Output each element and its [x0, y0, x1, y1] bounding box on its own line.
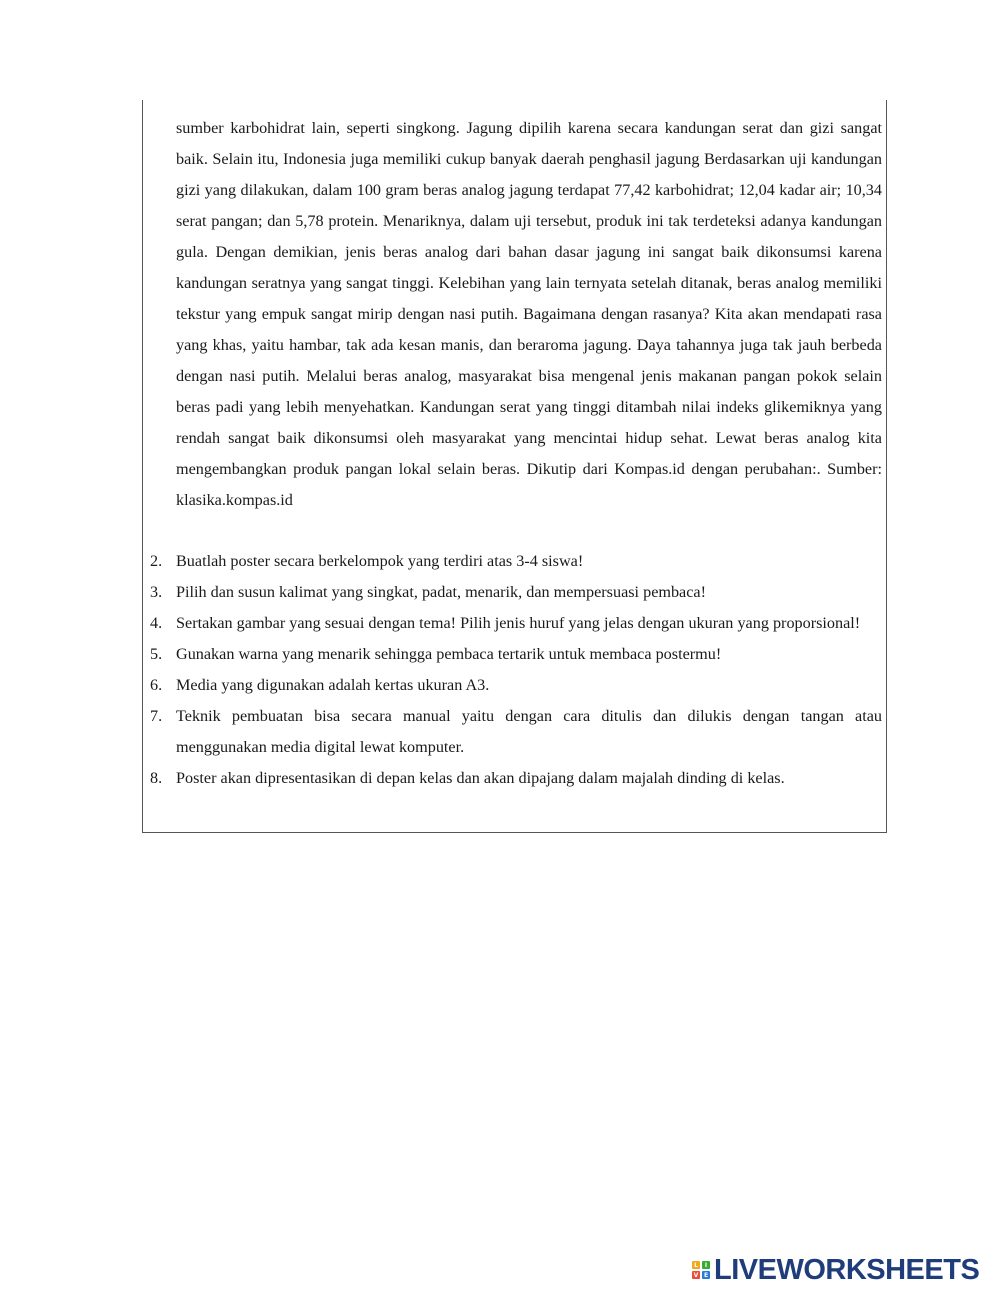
- item-text: Gunakan warna yang menarik sehingga pembaca tertarik untuk membaca postermu!: [176, 645, 722, 663]
- logo-tile: V: [693, 1271, 699, 1279]
- logo-tile: I: [702, 1261, 710, 1269]
- item-number: 4.: [150, 614, 163, 632]
- item-number: 7.: [150, 707, 163, 725]
- item-text: Pilih dan susun kalimat yang singkat, padat, menarik, dan mempersuasi pembaca!: [176, 583, 707, 601]
- list-item: [142, 701, 882, 763]
- list-item: [142, 639, 882, 670]
- list-item: [142, 670, 882, 701]
- list-item: [142, 608, 882, 639]
- liveworksheets-logo[interactable]: [692, 1255, 979, 1285]
- item-number: 6.: [150, 676, 163, 694]
- logo-text: LIVEWORKSHEETS: [714, 1253, 980, 1286]
- list-item: [142, 763, 882, 794]
- item-number: 8.: [150, 769, 163, 787]
- passage-paragraph: sumber karbohidrat lain, seperti singkong. Jagung dipilih karena secara kandungan serat dan gizi sangat baik. Selain itu, Indonesia juga memiliki cukup banyak daerah penghasil jagung Berdasarkan uji kandungan gizi yang dilakukan, dalam 100 gram beras analog jagung terdapat 77,42 karbohidrat; 12,04 kadar air; 10,34 serat pangan; dan 5,78 protein. Menariknya, dalam uji tersebut, produk ini tak terdeteksi adanya kandungan gula. Dengan demikian, jenis beras analog dari bahan dasar jagung ini sangat baik dikonsumsi karena kandungan seratnya yang sangat tinggi. Kelebihan yang lain ternyata setelah ditanak, beras analog memiliki tekstur yang empuk sangat mirip dengan nasi putih. Bagaimana dengan rasanya? Kita akan mendapati rasa yang khas, yaitu hambar, tak ada kesan manis, dan beraroma jagung. Daya tahannya juga tak jauh berbeda dengan nasi putih. Melalui beras analog, masyarakat bisa mengenal jenis makanan pangan pokok selain beras padi yang lebih menyehatkan. Kandungan serat yang tinggi ditambah nilai indeks glikemiknya yang rendah sangat baik dikonsumsi oleh masyarakat yang mencintai hidup sehat. Lewat beras analog kita mengembangkan produk pangan lokal selain beras. Dikutip dari Kompas.id dengan perubahan:. Sumber: klasika.kompas.id: [176, 119, 882, 509]
- list-item: [142, 546, 882, 577]
- item-number: 3.: [150, 583, 163, 601]
- list-item: [142, 577, 882, 608]
- item-text: Buatlah poster secara berkelompok yang terdiri atas 3-4 siswa!: [176, 552, 584, 570]
- logo-icon: [692, 1261, 710, 1279]
- item-number: 5.: [150, 645, 163, 663]
- instruction-list: [142, 546, 882, 794]
- item-text: Poster akan dipresentasikan di depan kelas dan akan dipajang dalam majalah dinding di kelas.: [176, 769, 785, 787]
- item-text: Media yang digunakan adalah kertas ukuran A3.: [176, 676, 490, 694]
- logo-tile: E: [703, 1271, 709, 1279]
- item-text: Sertakan gambar yang sesuai dengan tema! Pilih jenis huruf yang jelas dengan ukuran yang proporsional!: [176, 614, 861, 632]
- item-text: Teknik pembuatan bisa secara manual yaitu dengan cara ditulis dan dilukis dengan tangan atau menggunakan media digital lewat komputer.: [176, 707, 882, 756]
- logo-tile: L: [692, 1261, 700, 1269]
- item-number: 2.: [150, 552, 163, 570]
